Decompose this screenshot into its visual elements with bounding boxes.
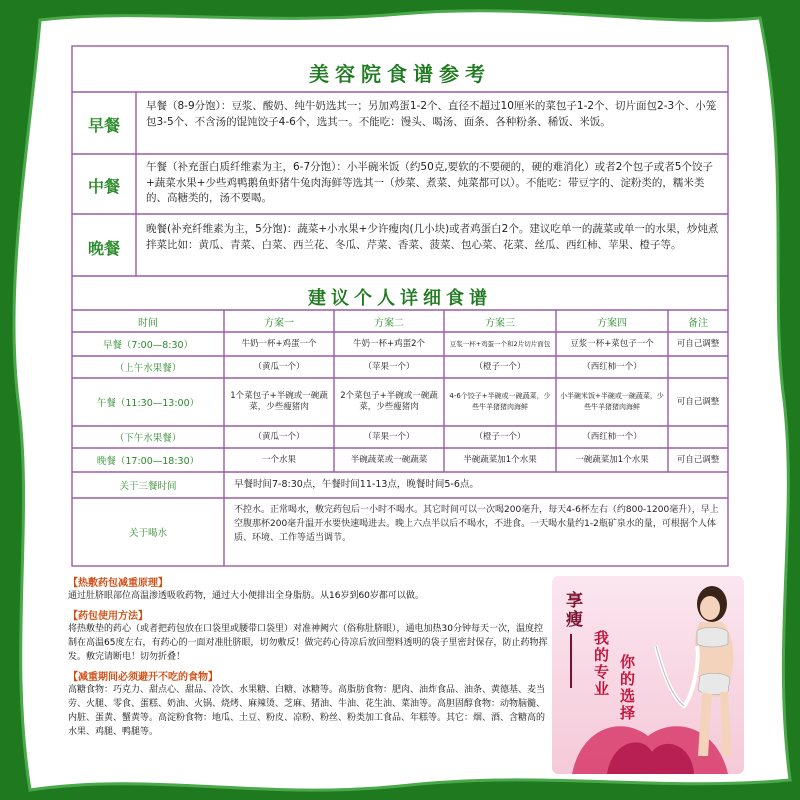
section-text-usage: 将热敷垫的药心（或者把药包放在口袋里或腰带口袋里）对准神阙穴（俗称肚脐眼），通电加热30分钟每天一次，温度控制在高温65度左右，有药心的一面对准肚脐眼，切勿敷反！做完药心待凉后放回塑料透明的袋子里密封保存，防止药物挥发。敷完请断电！切勿折叠！: [68, 624, 548, 662]
water-text: 不控水。正常喝水，敷完药包后一小时不喝水。其它时间可以一次喝200毫升，每天4-6杯左右（约800-1200毫升），早上空腹那杯200毫升温开水要快速喝进去。晚上六点半以后不喝水，不进食。一天喝水量约1-2瓶矿泉水的量，可根据个人体质、环境、工作等适当调节。: [234, 505, 719, 543]
section-title-usage: 【药包使用方法】: [68, 611, 148, 622]
table-cell: （苹果一个）: [363, 361, 415, 372]
table-note: 可自己调整: [676, 454, 720, 465]
table-row-label: 早餐（7:00—8:30）: [102, 340, 194, 351]
table-cell: 半碗蔬菜或一碗蔬菜: [350, 454, 428, 465]
promo-box: [552, 576, 744, 774]
table-cell: 半碗蔬菜加1个水果: [463, 454, 537, 465]
info-panel: [68, 574, 550, 774]
table-cell: 1个菜包子+半碗或一碗蔬菜，少些瘦猪肉: [230, 391, 328, 412]
promo-slogan-choice: 你的选择: [620, 653, 636, 722]
table-cell: （西红柿一个）: [582, 361, 642, 372]
table-cell: （西红柿一个）: [582, 431, 642, 442]
table-cell: 小半碗米饭+半碗或一碗蔬菜，少些牛羊猪猪肉海鲜: [560, 392, 664, 411]
plan-title: 建议个人详细食谱: [308, 288, 492, 309]
table-cell: （橙子一个）: [474, 431, 526, 442]
table-cell: （橙子一个）: [474, 361, 526, 372]
table-cell: 2个菜包子+半碗或一碗蔬菜，少些瘦猪肉: [340, 391, 438, 412]
three-meals-label: 关于三餐时间: [119, 481, 177, 492]
breakfast-text: 早餐（8-9分饱）：豆浆、酸奶、纯牛奶选其一；另加鸡蛋1-2个、直径不超过10厘米的菜包子1-2个、切片面包2-3个、小笼包3-5个、不含汤的馄饨饺子4-6个，选其一。不能吃：馒头、喝汤、面条、各种粉条、稀饭、米饭。: [146, 100, 717, 128]
dinner-text: 晚餐(补充纤维素为主，5分饱)：蔬菜+小水果+少许瘦肉(几小块)或者鸡蛋白2个。建议吃单一的蔬菜或单一的水果，炒炖煮拌菜比如：黄瓜、青菜、白菜、西兰花、冬瓜、芹菜、香菜、菠菜、包心菜、花菜、丝瓜、西红柿、苹果、橙子等。: [146, 223, 719, 251]
table-cell: 一碗蔬菜加1个水果: [575, 454, 649, 465]
section-title-avoid-foods: 【减重期间必须避开不吃的食物】: [68, 672, 218, 683]
dinner-label: 晚餐: [87, 239, 120, 258]
section-title-principle: 【热敷药包减重原理】: [68, 578, 168, 589]
promo-divider: [570, 634, 572, 688]
table-cell: 4-6个饺子+半碗或一碗蔬菜，少些牛羊猪猪肉海鲜: [449, 392, 551, 411]
lunch-label: 中餐: [87, 177, 120, 196]
table-row-label: （上午水果餐）: [114, 363, 182, 374]
table-cell: 豆浆一杯+鸡蛋一个和2片切片面包: [449, 339, 551, 348]
three-meals-text: 早餐时间7-8:30点，午餐时间11-13点，晚餐时间5-6点。: [234, 479, 479, 490]
table-row-label: 晚餐（17:00—18:30）: [96, 456, 200, 467]
table-note: 可自己调整: [676, 396, 720, 407]
water-label: 关于喝水: [128, 528, 167, 539]
table-cell: （黄瓜一个）: [253, 431, 305, 442]
table-cell: 一个水果: [261, 454, 296, 465]
table-cell: 牛奶一杯+鸡蛋一个: [241, 338, 317, 349]
table-note: 可自己调整: [676, 338, 720, 349]
header-plan-2: 方案二: [374, 317, 404, 329]
header-plan-3: 方案三: [485, 317, 515, 329]
section-text-avoid-foods: 高糖食物：巧克力、甜点心、甜品、冷饮、水果糖、白糖、冰糖等。高脂肪食物：肥肉、油炸食品、油条、黄德基、麦当劳、火腿、零食、蛋糕、奶油、火锅、烧烤、麻辣烫、芝麻、猪油、牛油、花生油、菜油等。高胆固醇食物：动物脑髓、内脏、蛋黄、蟹黄等。高淀粉食物：地瓜、土豆、粉皮、凉粉、粉丝、粉类加工食品、年糕等。其它：烟、酒、含糖高的水果、鸡腿、鸭腿等。: [68, 685, 546, 737]
promo-slogan-main: 享瘦: [566, 591, 583, 630]
table-cell: 牛奶一杯+鸡蛋2个: [352, 338, 426, 349]
table-row-label: （下午水果餐）: [114, 433, 182, 444]
promo-slogan-pro: 我的专业: [594, 629, 610, 698]
table-cell: 豆浆一杯+菜包子一个: [570, 338, 654, 349]
table-row-label: 午餐（11:30—13:00）: [96, 398, 200, 409]
table-cell: （苹果一个）: [363, 431, 415, 442]
header-plan-1: 方案一: [264, 317, 294, 329]
page-title: 美容院食谱参考: [309, 62, 491, 86]
table-cell: （黄瓜一个）: [253, 361, 305, 372]
header-time: 时间: [138, 317, 158, 329]
lunch-text: 午餐（补充蛋白质纤维素为主，6-7分饱）：小半碗米饭（约50克,要软的不要硬的，硬的难消化）或者2个包子或者5个饺子+蔬菜水果+少些鸡鸭鹅鱼虾猪牛兔肉海鲜等选其一（炒菜、煮菜、炖菜都可以）。不能吃：带豆字的、淀粉类的，糯米类的、高糖类的，汤不要喝。: [146, 161, 713, 204]
header-note: 备注: [688, 317, 708, 329]
header-plan-4: 方案四: [597, 317, 627, 329]
breakfast-label: 早餐: [87, 116, 120, 135]
section-text-principle: 通过肚脐眼部位高温渗透吸收药物，通过大小便排出全身脂肪。从16岁到60岁都可以做。: [68, 591, 424, 601]
